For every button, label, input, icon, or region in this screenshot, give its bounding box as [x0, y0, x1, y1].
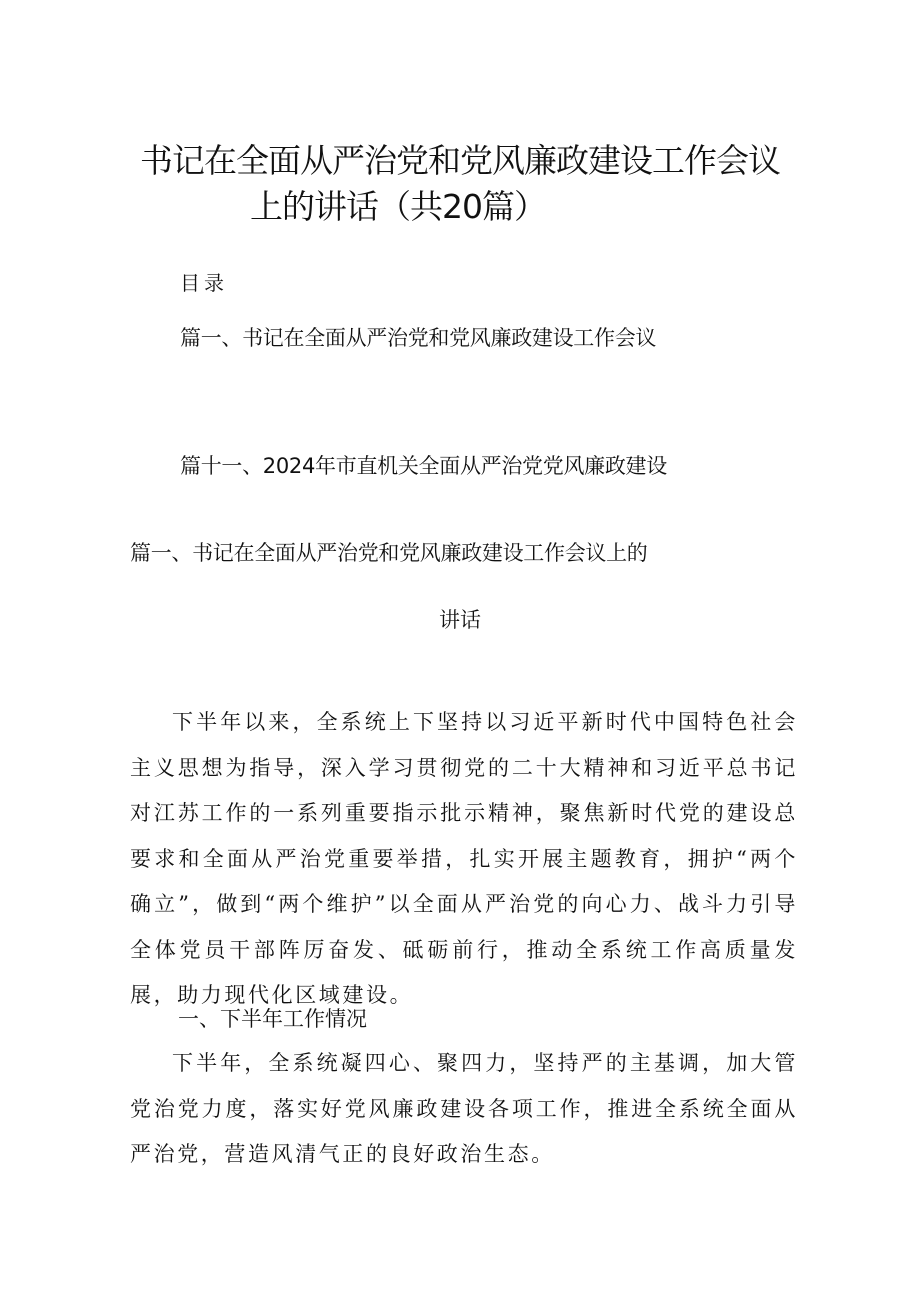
section-heading: 篇一、书记在全面从严治党和党风廉政建设工作会议上的	[130, 541, 648, 565]
subheading: 一、下半年工作情况	[178, 1007, 367, 1031]
toc-item[interactable]: 篇十一、2024年市直机关全面从严治党党风廉政建设	[180, 454, 667, 478]
toc-label: 目录	[180, 271, 228, 295]
section-heading-continuation: 讲话	[439, 608, 481, 632]
document-title-line-2: 上的讲话（共20篇）	[250, 187, 546, 226]
toc-item[interactable]: 篇一、书记在全面从严治党和党风廉政建设工作会议	[180, 326, 657, 350]
body-paragraph: 下半年以来，全系统上下坚持以习近平新时代中国特色社会主义思想为指导，深入学习贯彻党的二十大精神和习近平总书记对江苏工作的一系列重要指示批示精神，聚焦新时代党的建设总要求和全面从严治党重要举措，扎实开展主题教育，拥护“两个确立”，做到“两个维护”以全面从严治党的向心力、战斗力引导全体党员干部阵厉奋发、砥砺前行，推动全系统工作高质量发展，助力现代化区域建设。	[130, 710, 798, 1007]
document-title-line-1: 书记在全面从严治党和党风廉政建设工作会议	[140, 141, 780, 180]
body-paragraph: 下半年，全系统凝四心、聚四力，坚持严的主基调，加大管党治党力度，落实好党风廉政建设各项工作，推进全系统全面从严治党，营造风清气正的良好政治生态。	[130, 1051, 798, 1166]
